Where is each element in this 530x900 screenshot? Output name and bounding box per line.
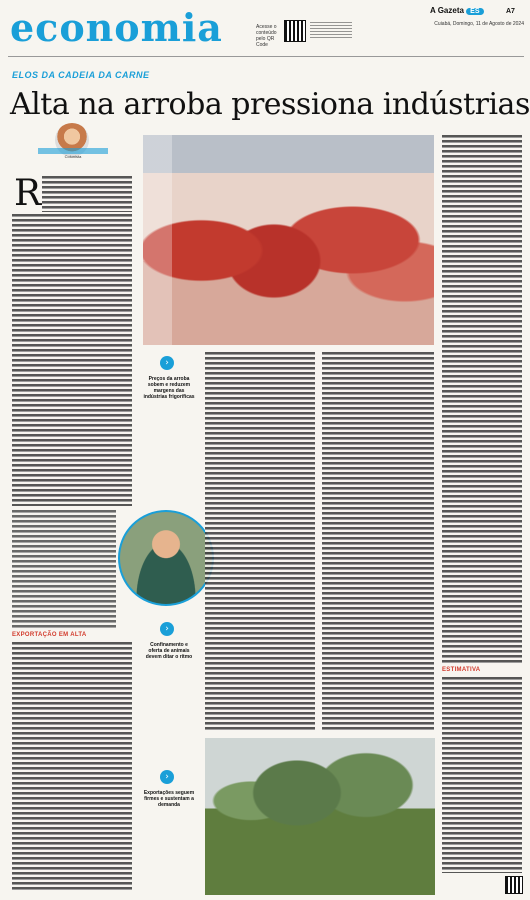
article-kicker: ELOS DA CADEIA DA CARNE: [12, 70, 150, 80]
page-number: A7: [506, 8, 515, 15]
text-column-1-lead: [42, 176, 132, 212]
subhead-estimativa: ESTIMATIVA: [442, 667, 481, 673]
text-column-2: [205, 352, 315, 732]
section-title: economia: [10, 5, 223, 50]
cattle-field-photo: [205, 738, 435, 895]
brand-logo: [430, 6, 484, 15]
text-column-4b: [442, 677, 522, 873]
subhead-exportacao: EXPORTAÇÃO EM ALTA: [12, 632, 87, 638]
date-line: Cuiabá, Domingo, 11 de Agosto de 2024: [434, 21, 524, 27]
promo-lines: [310, 22, 352, 40]
arrow-icon: ›: [160, 770, 174, 784]
promo-block: [256, 24, 278, 48]
dropcap: R: [14, 173, 42, 214]
side-note-2: Confinamento e oferta de animais devem ditar o ritmo: [145, 642, 193, 660]
text-column-1: [12, 214, 132, 506]
interviewee-photo: [118, 510, 214, 606]
text-column-3: [322, 352, 434, 732]
side-note-1: Preços da arroba sobem e reduzem margens das indústrias frigoríficas: [143, 376, 195, 400]
arrow-icon: ›: [160, 622, 174, 636]
article-headline: Alta na arroba pressiona indústrias: [10, 87, 530, 122]
brand-name: A Gazeta: [430, 6, 464, 15]
text-column-1b: [12, 510, 116, 630]
side-note-3: Exportações seguem firmes e sustentam a demanda: [143, 790, 195, 808]
text-column-4: [442, 135, 522, 663]
promo-text: Acesse o conteúdo pelo QR Code: [256, 24, 277, 48]
brand-badge: ES: [466, 8, 483, 15]
meat-carcass-photo: [143, 135, 434, 345]
text-column-1c: [12, 642, 132, 892]
qr-code-icon[interactable]: [284, 20, 306, 42]
arrow-icon: ›: [160, 356, 174, 370]
author-name: Colunista: [64, 154, 82, 159]
header-divider: [8, 56, 524, 57]
footer-qr-code-icon[interactable]: [505, 876, 523, 894]
